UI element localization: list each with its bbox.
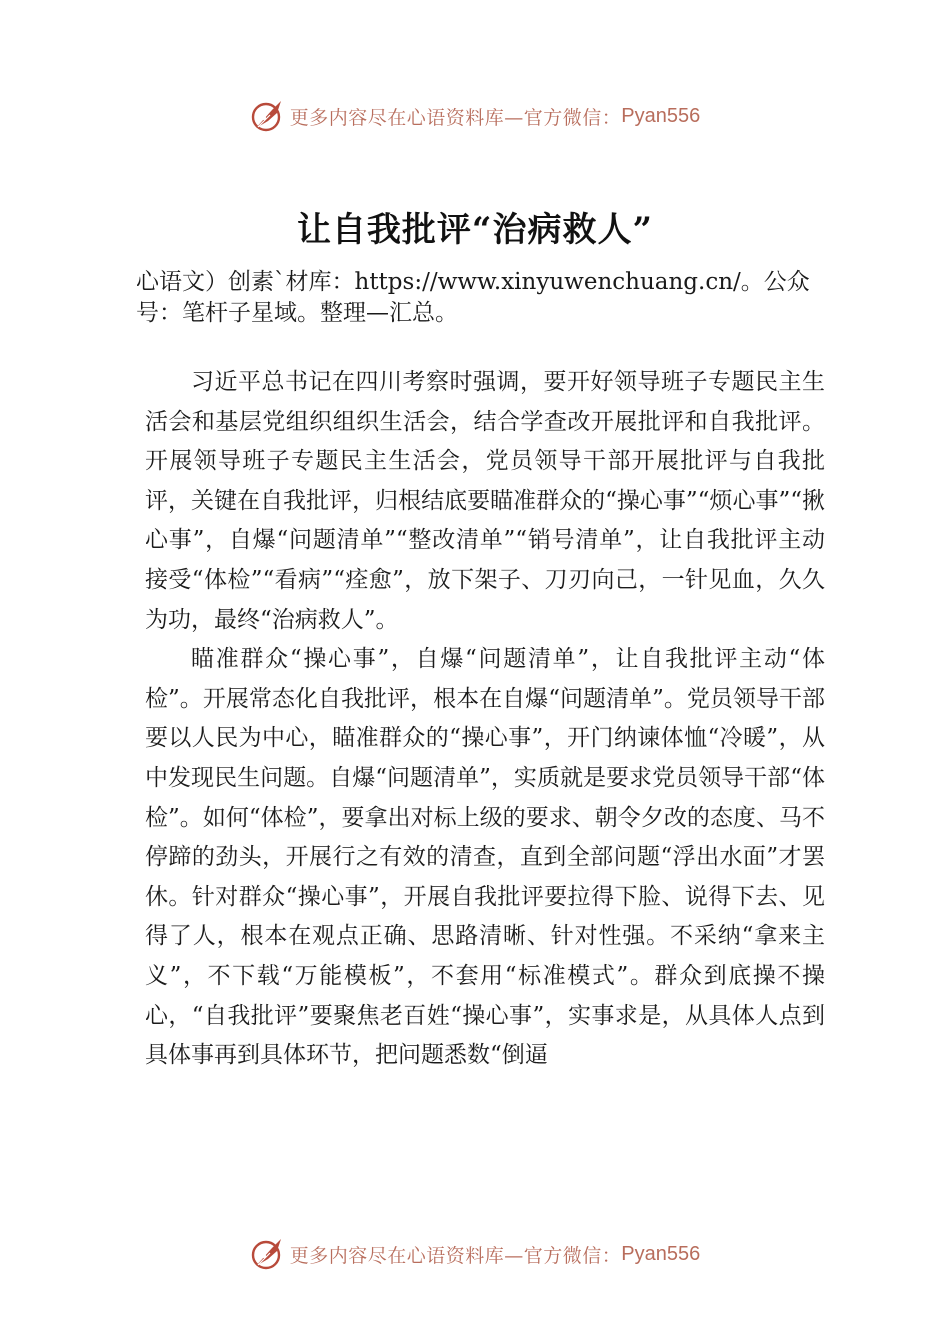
banner-wechat-id: Pyan556: [621, 104, 701, 127]
paragraph: 习近平总书记在四川考察时强调，要开好领导班子专题民主生活会和基层党组织组织生活会，结合学查改开展批评和自我批评。开展领导班子专题民主生活会，党员领导干部开展批评与自我批评，关键在自我批评，归根结底要瞄准群众的“操心事”“烦心事”“揪心事”，自爆“问题清单”“整改清单”“销号清单”，让自我批评主动接受“体检”“看病”“痊愈”，放下架子、刀刃向己，一针见血，久久为功，最终“治病救人”。: [145, 369, 825, 633]
banner-wechat-id: Pyan556: [621, 1242, 701, 1265]
paragraph: 瞄准群众“操心事”，自爆“问题清单”，让自我批评主动“体检”。开展常态化自我批评，根本在自爆“问题清单”。党员领导干部要以人民为中心，瞄准群众的“操心事”，开门纳谏体恤“冷暖”，从中发现民生问题。自爆“问题清单”，实质就是要求党员领导干部“体检”。如何“体检”，要拿出对标上级的要求、朝令夕改的态度、马不停蹄的劲头，开展行之有效的清查，直到全部问题“浮出水面”才罢休。针对群众“操心事”，开展自我批评要拉得下脸、说得下去、见得了人，根本在观点正确、思路清晰、针对性强。不采纳“拿来主义”，不下载“万能模板”，不套用“标准模式”。群众到底操不操心，“自我批评”要聚焦老百姓“操心事”，实事求是，从具体人点到具体事再到具体环节，把问题悉数“倒逼: [145, 646, 825, 1069]
header-banner: [0, 96, 950, 136]
banner-text: 更多内容尽在心语资料库—官方微信：: [289, 106, 622, 129]
quill-pen-logo-icon: [250, 1236, 286, 1272]
footer-banner: [0, 1234, 950, 1274]
document-title: 让自我批评“治病救人”: [296, 210, 654, 250]
banner-text: 更多内容尽在心语资料库—官方微信：: [289, 1244, 622, 1267]
document-body: [145, 363, 825, 1076]
quill-pen-logo-icon: [250, 98, 286, 134]
source-line: 心语文）创素`材库：https://www.xinyuwenchuang.cn/。公众号：笔杆子星域。整理—汇总。: [136, 269, 810, 326]
